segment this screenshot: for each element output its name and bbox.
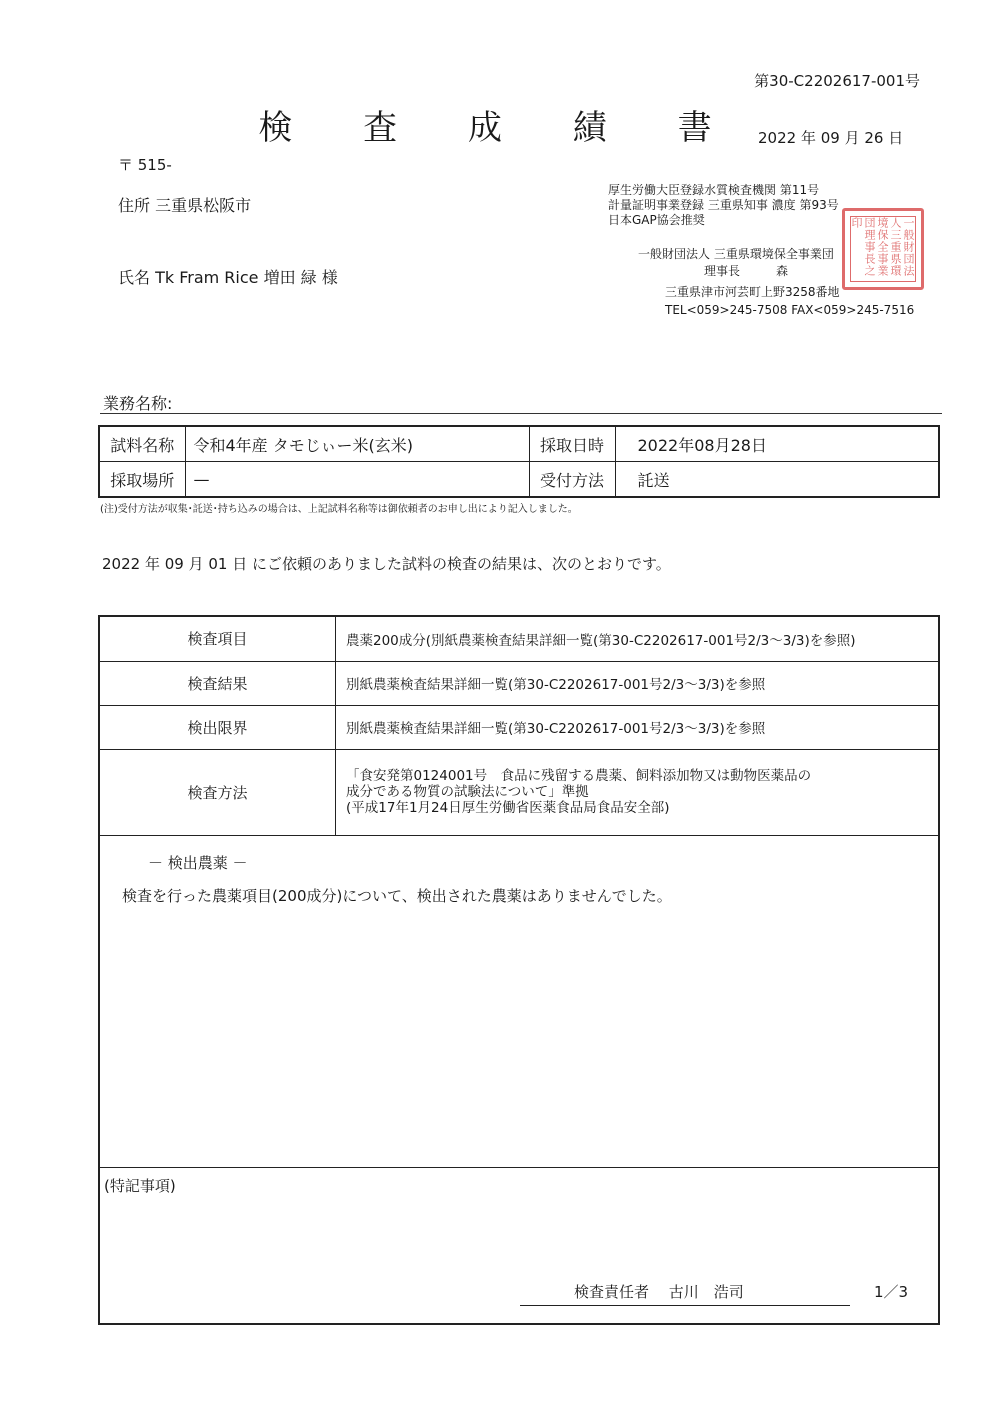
- sample-date-value: 2022年08月28日: [615, 426, 939, 462]
- sample-info-table: [98, 425, 940, 498]
- table-row: [100, 661, 938, 705]
- seal-text: 一般財団法人三重県環境保全事業団理事長之印: [850, 217, 915, 277]
- document-number: 第30-C2202617-001号: [754, 72, 920, 90]
- sample-date-label: 採取日時: [529, 426, 615, 462]
- issuer-registration: 厚生労働大臣登録水質検査機関 第11号: [608, 183, 820, 197]
- intro-statement: 2022 年 09 月 01 日 にご依頼のありました試料の検査の結果は、次のとおりです。: [102, 555, 671, 573]
- inspection-method-value: [336, 749, 939, 835]
- inspection-result-label: 検査結果: [100, 661, 336, 705]
- sample-place-value: —: [185, 462, 529, 498]
- results-table: [100, 617, 938, 836]
- receipt-method-value: 託送: [615, 462, 939, 498]
- remarks-label: (特記事項): [104, 1177, 176, 1195]
- issuer-chairman: 理事長 森: [704, 264, 804, 278]
- business-name-label: 業務名称:: [103, 394, 173, 413]
- results-box: [98, 615, 940, 1325]
- issuer-contact: TEL<059>245-7508 FAX<059>245-7516: [665, 303, 915, 317]
- page-title: 検 査 成 績 書: [258, 108, 742, 148]
- inspector-signature: 検査責任者 古川 浩司: [574, 1283, 744, 1301]
- detection-limit-value: 別紙農薬検査結果詳細一覧(第30-C2202617-001号2/3～3/3)を参照: [336, 705, 939, 749]
- table-row: [99, 462, 939, 498]
- issuer-gap: 日本GAP協会推奨: [608, 213, 705, 227]
- inspection-item-value: 農薬200成分(別紙農薬検査結果詳細一覧(第30-C2202617-001号2/3～3/3)を参照): [336, 617, 939, 661]
- issuer-address: 三重県津市河芸町上野3258番地: [665, 285, 840, 299]
- sample-name-value: 令和4年産 タモじぃー米(玄米): [185, 426, 529, 462]
- issuer-organization: 一般財団法人 三重県環境保全事業団: [638, 247, 834, 261]
- detected-pesticides-result: 検査を行った農薬項目(200成分)について、検出された農薬はありませんでした。: [122, 887, 672, 905]
- receipt-method-label: 受付方法: [529, 462, 615, 498]
- table-row: [100, 617, 938, 661]
- page-number: 1／3: [874, 1283, 909, 1301]
- table-row: [99, 426, 939, 462]
- issuer-certification: 計量証明事業登録 三重県知事 濃度 第93号: [608, 198, 839, 212]
- table-row: [100, 705, 938, 749]
- signature-underline: [520, 1305, 850, 1306]
- detection-limit-label: 検出限界: [100, 705, 336, 749]
- method-line-2: 成分である物質の試験法について」準拠: [346, 784, 589, 800]
- remarks-divider: [100, 1167, 938, 1168]
- issue-date: 2022 年 09 月 26 日: [758, 129, 904, 147]
- inspection-result-value: 別紙農薬検査結果詳細一覧(第30-C2202617-001号2/3～3/3)を参照: [336, 661, 939, 705]
- method-line-3: (平成17年1月24日厚生労働省医薬食品局食品安全部): [346, 800, 670, 816]
- postal-code: 〒 515-: [118, 156, 172, 174]
- method-line-1: 「食安発第0124001号 食品に残留する農薬、飼料添加物又は動物医薬品の: [346, 768, 812, 784]
- detected-pesticides-heading: － 検出農薬 －: [148, 854, 248, 872]
- inspection-item-label: 検査項目: [100, 617, 336, 661]
- inspection-method-label: 検査方法: [100, 749, 336, 835]
- sample-name-label: 試料名称: [99, 426, 185, 462]
- business-name-underline: [100, 413, 942, 414]
- recipient-address: 住所 三重県松阪市: [118, 196, 252, 215]
- recipient-name: 氏名 Tk Fram Rice 増田 緑 様: [118, 268, 338, 287]
- sample-place-label: 採取場所: [99, 462, 185, 498]
- table-row: [100, 749, 938, 835]
- official-seal: [842, 208, 924, 290]
- sample-note: (注)受付方法が収集･託送･持ち込みの場合は、上記試料名称等は御依頼者のお申し出により記入しました。: [100, 504, 578, 515]
